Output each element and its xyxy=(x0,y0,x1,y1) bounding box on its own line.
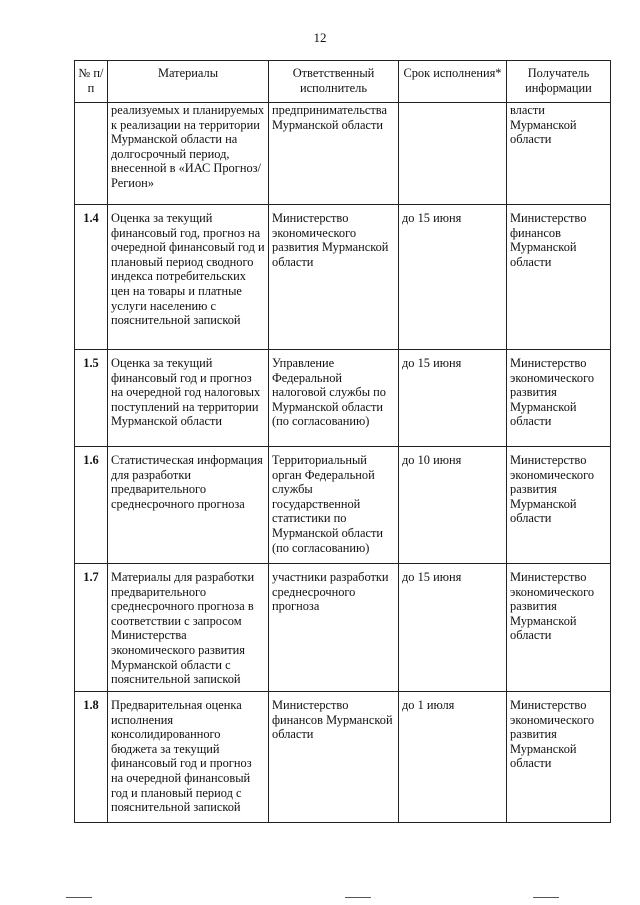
row-materials: Оценка за текущий финансовый год и прогноз на очередной год налоговых поступлений на территории Мурманской области xyxy=(108,350,269,447)
row-responsible: предпринимательства Мурманской области xyxy=(269,103,399,205)
header-responsible: Ответственный исполнитель xyxy=(269,61,399,103)
header-materials: Материалы xyxy=(108,61,269,103)
table-row xyxy=(75,447,611,564)
row-deadline: до 10 июня xyxy=(399,447,507,564)
row-num xyxy=(75,103,108,205)
row-recipient: Министерство экономического развития Мурманской области xyxy=(507,564,611,692)
row-recipient: Министерство экономического развития Мурманской области xyxy=(507,350,611,447)
row-materials: Предварительная оценка исполнения консолидированного бюджета за текущий финансовый год и прогноз на очередной финансовый год и плановый период с пояснительной запиской xyxy=(108,692,269,823)
row-recipient: Министерство экономического развития Мурманской области xyxy=(507,692,611,823)
footer-rule-right xyxy=(533,897,559,898)
table-row xyxy=(75,564,611,692)
row-materials: Материалы для разработки предварительного среднесрочного прогноза в соответствии с запросом Министерства экономического развития Мурманской области с пояснительной запиской xyxy=(108,564,269,692)
page-number: 12 xyxy=(313,30,327,45)
table-header-row xyxy=(75,61,611,103)
row-deadline: до 15 июня xyxy=(399,205,507,350)
header-deadline: Срок исполнения* xyxy=(399,61,507,103)
table-row xyxy=(75,103,611,205)
materials-table xyxy=(74,60,611,823)
row-materials: Оценка за текущий финансовый год, прогноз на очередной финансовый год и плановый период сводного индекса потребительских цен на товары и платные услуги населению с пояснительной запиской xyxy=(108,205,269,350)
row-deadline: до 15 июня xyxy=(399,350,507,447)
footer-rule-center xyxy=(345,897,371,898)
row-materials: Статистическая информация для разработки предварительного среднесрочного прогноза xyxy=(108,447,269,564)
row-responsible: Министерство экономического развития Мурманской области xyxy=(269,205,399,350)
footer-rule-left xyxy=(66,897,92,898)
table-row xyxy=(75,205,611,350)
table-row xyxy=(75,692,611,823)
row-num: 1.8 xyxy=(75,692,108,823)
row-num: 1.4 xyxy=(75,205,108,350)
row-deadline: до 1 июля xyxy=(399,692,507,823)
row-responsible: Министерство финансов Мурманской области xyxy=(269,692,399,823)
row-num: 1.7 xyxy=(75,564,108,692)
row-recipient: Министерство экономического развития Мурманской области xyxy=(507,447,611,564)
row-num: 1.5 xyxy=(75,350,108,447)
row-deadline: до 15 июня xyxy=(399,564,507,692)
header-num: № п/п xyxy=(75,61,108,103)
row-recipient: Министерство финансов Мурманской области xyxy=(507,205,611,350)
row-responsible: Территориальный орган Федеральной службы государственной статистики по Мурманской области (по согласованию) xyxy=(269,447,399,564)
row-num: 1.6 xyxy=(75,447,108,564)
header-recipient: Получатель информации xyxy=(507,61,611,103)
table-row xyxy=(75,350,611,447)
row-responsible: участники разработки среднесрочного прогноза xyxy=(269,564,399,692)
row-responsible: Управление Федеральной налоговой службы по Мурманской области (по согласованию) xyxy=(269,350,399,447)
row-materials: реализуемых и планируемых к реализации на территории Мурманской области на долгосрочный период, внесенной в «ИАС Прогноз/Регион» xyxy=(108,103,269,205)
row-deadline xyxy=(399,103,507,205)
row-recipient: власти Мурманской области xyxy=(507,103,611,205)
